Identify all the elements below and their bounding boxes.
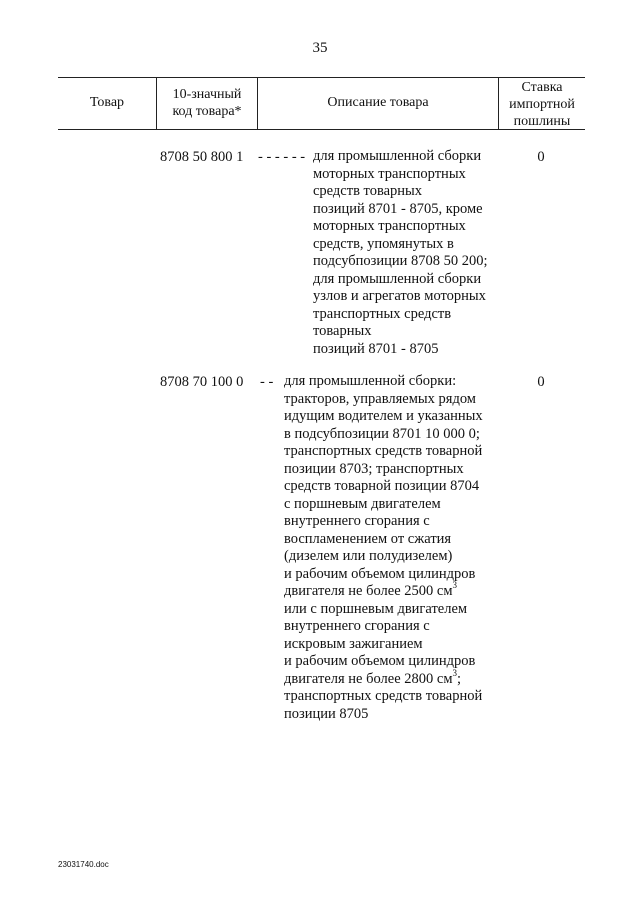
row-1-line: моторных транспортных	[313, 218, 466, 234]
row-2-description	[284, 373, 483, 723]
row-1-rate: 0	[537, 149, 545, 165]
row-1-line: подсубпозиции 8708 50 200;	[313, 253, 488, 269]
row-2-line: транспортных средств товарной	[284, 443, 483, 459]
row-2-line: с поршневым двигателем	[284, 495, 441, 512]
row-1-line: узлов и агрегатов моторных	[313, 288, 486, 304]
header-description: Описание товара	[327, 95, 429, 110]
row-1-description	[313, 148, 488, 358]
footer-filename: 23031740.doc	[58, 860, 109, 869]
row-2-line: транспортных средств товарной	[284, 688, 483, 704]
row-2-line: внутреннего сгорания с	[284, 618, 430, 634]
row-1-code: 8708 50 800 1	[160, 149, 244, 165]
row-2-code: 8708 70 100 0	[160, 374, 244, 390]
row-1-line: для промышленной сборки	[313, 148, 482, 164]
row-2-line: и рабочим объемом цилиндров	[284, 653, 476, 669]
row-2-line: средств товарной позиции 8704	[284, 478, 480, 494]
row-1-line: для промышленной сборки	[313, 270, 482, 287]
superscript-cubed: 3	[452, 580, 458, 591]
row-2-line-with-sup	[284, 580, 483, 601]
header-tovar: Товар	[89, 95, 125, 110]
header-rate-line-1: Ставка	[521, 80, 563, 95]
row-2-line: идущим водителем и указанных	[284, 408, 483, 424]
row-2-line-text: двигателя не более 2500 см	[284, 583, 453, 599]
row-1-line: средств товарных	[313, 183, 423, 199]
header-code-line-1: 10-значный	[172, 87, 242, 102]
row-1-line: позиций 8701 - 8705, кроме	[313, 200, 483, 217]
row-1-line: моторных транспортных	[313, 165, 466, 182]
header-code	[157, 86, 257, 120]
header-top-rule	[58, 77, 585, 78]
row-1-line: транспортных средств	[313, 305, 452, 322]
page-number: 35	[312, 40, 328, 56]
row-2-line: и рабочим объемом цилиндров	[284, 565, 476, 582]
header-code-line-2: код товара*	[172, 104, 242, 119]
row-2-line: для промышленной сборки:	[284, 373, 457, 389]
semicolon: ;	[457, 670, 462, 687]
header-rate-line-2: импортной	[509, 97, 575, 112]
row-1-line: средств, упомянутых в	[313, 235, 454, 252]
row-2-rate: 0	[537, 374, 545, 390]
row-2-line: внутреннего сгорания с	[284, 513, 430, 529]
row-2-line: (дизелем или полудизелем)	[284, 548, 453, 564]
row-2-line: искровым зажиганием	[284, 635, 423, 652]
row-2-line: в подсубпозиции 8701 10 000 0;	[284, 425, 480, 442]
row-1-dashes: - - - - - -	[258, 149, 306, 165]
row-1-line: товарных	[313, 323, 372, 339]
row-2-line: позиции 8705	[284, 705, 369, 722]
row-2-line: позиции 8703; транспортных	[284, 460, 464, 477]
row-2-line: или с поршневым двигателем	[284, 600, 468, 617]
superscript-cubed: 3	[452, 667, 458, 678]
row-2-line: тракторов, управляемых рядом	[284, 390, 476, 407]
row-1-line: позиций 8701 - 8705	[313, 340, 439, 357]
header-rate	[499, 79, 585, 130]
row-2-line-text: двигателя не более 2800 см	[284, 670, 453, 687]
header-rate-line-3: пошлины	[513, 114, 571, 129]
row-2-dashes: - -	[260, 374, 274, 390]
row-2-line-with-sup	[284, 667, 483, 689]
row-2-line: воспламенением от сжатия	[284, 530, 452, 547]
